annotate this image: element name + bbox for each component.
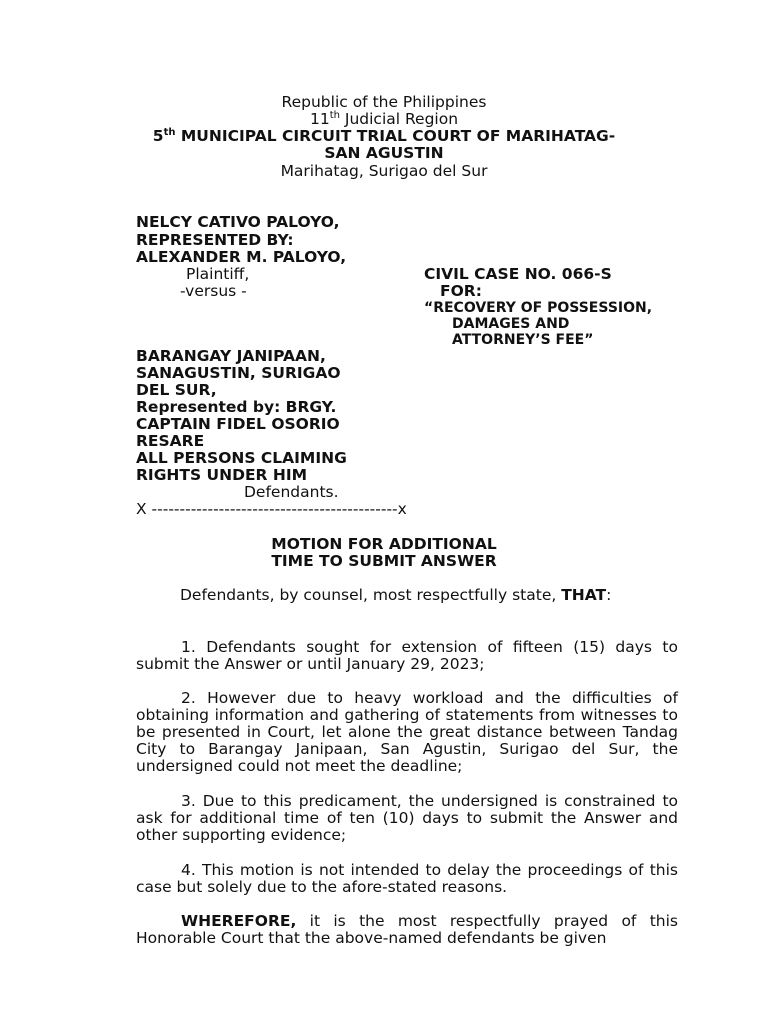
defendant-line: Represented by: BRGY. [136, 398, 337, 416]
case-nature-line2: DAMAGES AND [452, 316, 570, 332]
prayer-paragraph: WHEREFORE, it is the most respectfully prayed of this Honorable Court that the above-named defendants be given [136, 912, 678, 947]
defendant-line: RIGHTS UNDER HIM [136, 466, 308, 484]
defendant-line: RESARE [136, 432, 205, 450]
court-name-line1: 5th MUNICIPAL CIRCUIT TRIAL COURT OF MARIHATAG- [152, 127, 616, 145]
motion-title-line1: MOTION FOR ADDITIONAL [271, 535, 497, 553]
paragraph-4: 4. This motion is not intended to delay the proceedings of this case but solely due to the afore-stated reasons. [136, 861, 678, 896]
case-nature-line1: “RECOVERY OF POSSESSION, [424, 300, 653, 316]
paragraph-1: 1. Defendants sought for extension of fifteen (15) days to submit the Answer or until January 29, 2023; [136, 638, 678, 673]
case-number: CIVIL CASE NO. 066-S [424, 265, 612, 283]
court-location: Marihatag, Surigao del Sur [280, 162, 488, 180]
paragraph-2: 2. However due to heavy workload and the difficulties of obtaining information and gathering of statements from witnesses to be presented in Court, let alone the great distance between Tandag City to Barangay Janipaan, San Agustin, Surigao del Sur, the undersigned could not meet the deadline; [136, 689, 678, 775]
case-nature-line3: ATTORNEY’S FEE” [452, 332, 594, 348]
defendant-line: DEL SUR, [136, 381, 217, 399]
plaintiff-name: NELCY CATIVO PALOYO, [136, 213, 340, 231]
court-name-line2: SAN AGUSTIN [324, 144, 444, 162]
versus-label: -versus - [180, 282, 247, 300]
paragraph-3: 3. Due to this predicament, the undersigned is constrained to ask for additional time of ten (10) days to submit the Answer and other supporting evidence; [136, 792, 678, 844]
judicial-region-line: 11th Judicial Region [309, 110, 459, 128]
defendant-role: Defendants. [244, 483, 339, 501]
republic-line: Republic of the Philippines [281, 93, 487, 111]
caption-separator: X --------------------------------------------x [136, 500, 407, 518]
plaintiff-role: Plaintiff, [186, 265, 250, 283]
defendant-line: SANAGUSTIN, SURIGAO [136, 364, 341, 382]
plaintiff-representative: ALEXANDER M. PALOYO, [136, 248, 347, 266]
case-for-label: FOR: [440, 282, 482, 300]
motion-title-line2: TIME TO SUBMIT ANSWER [271, 552, 497, 570]
defendant-line: BARANGAY JANIPAAN, [136, 347, 326, 365]
plaintiff-represented-label: REPRESENTED BY: [136, 231, 294, 249]
intro-statement: Defendants, by counsel, most respectfully state, THAT: [180, 586, 612, 604]
defendant-line: CAPTAIN FIDEL OSORIO [136, 415, 340, 433]
defendant-line: ALL PERSONS CLAIMING [136, 449, 347, 467]
